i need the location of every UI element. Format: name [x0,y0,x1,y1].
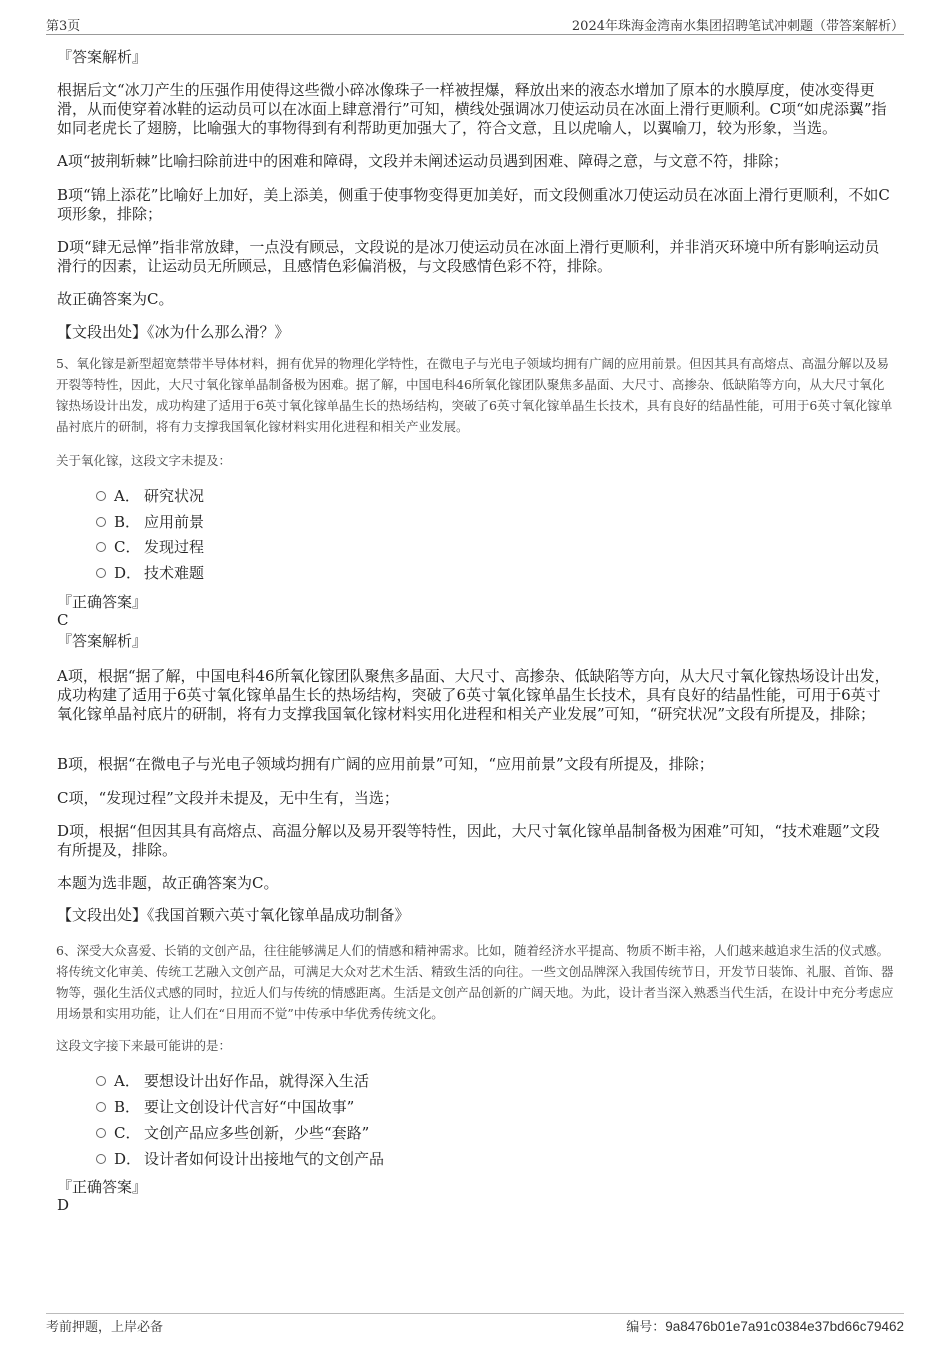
q5-question: 关于氧化镓，这段文字未提及： [56,453,232,468]
q4-analysis-label: 『答案解析』 [57,48,148,66]
q6-option-a[interactable]: A． 要想设计出好作品，就得深入生活 [96,1071,369,1091]
q4-conclusion: 故正确答案为C。 [57,290,174,308]
document-title: 2024年珠海金湾南水集团招聘笔试冲刺题（带答案解析） [571,19,904,34]
q6-option-d[interactable]: D． 设计者如何设计出接地气的文创产品 [96,1149,384,1169]
q5-analysis-a: A项，根据“据了解，中国电科46所氧化镓团队聚焦多晶面、大尺寸、高掺杂、低缺陷等方向，从大尺寸氧化镓热场设计出发，成功构建了适用于6英寸氧化镓单晶生长的热场结构，突破了6英寸氧化镓单晶生长技术，具有良好的结晶性能，可用于6英寸氧化镓单晶衬底片的研制，将有力支撑我国氧化镓材料实用化进程和相关产业发展”可知，“研究状况”文段有所提及，排除； [57,667,890,723]
q6-option-b[interactable]: B． 要让文创设计代言好“中国故事” [96,1097,354,1117]
q4-analysis-paragraph: 根据后文“冰刀产生的压强作用使得这些微小碎冰像珠子一样被捏爆，释放出来的液态水增加了原本的水膜厚度，使冰变得更滑，从而使穿着冰鞋的运动员可以在冰面上肆意滑行”可知，横线处强调冰刀使运动员在冰面上滑行更顺利。C项“如虎添翼”指如同老虎长了翅膀，比喻强大的事物得到有利帮助更加强大了，符合文意，且以虎喻人，以翼喻刀，较为形象，当选。 [57,81,887,137]
footer-slogan: 考前押题，上岸必备 [46,1320,164,1335]
q4-analysis-a: A项“披荆斩棘”比喻扫除前进中的困难和障碍，文段并未阐述运动员遇到困难、障碍之意，与文意不符，排除； [57,152,789,170]
radio-icon[interactable] [96,1076,106,1086]
q6-answer-label: 『正确答案』 [57,1178,148,1196]
q4-source: 【文段出处】《冰为什么那么滑？》 [57,323,290,341]
page-footer [46,1313,904,1336]
radio-icon[interactable] [96,1128,106,1138]
q6-question: 这段文字接下来最可能讲的是： [56,1038,232,1053]
radio-icon[interactable] [96,491,106,501]
q6-option-c[interactable]: C． 文创产品应多些创新，少些“套路” [96,1123,369,1143]
footer-code [626,1316,904,1335]
page-number: 第3页 [46,19,81,34]
q6-answer: D [57,1196,70,1214]
q4-analysis-d: D项“肆无忌惮”指非常放肆，一点没有顾忌，文段说的是冰刀使运动员在冰面上滑行更顺利，并非消灭环境中所有影响运动员滑行的因素，让运动员无所顾忌，且感情色彩偏消极，与文段感情色彩不符，排除。 [57,238,880,275]
q4-analysis-b: B项“锦上添花”比喻好上加好，美上添美，侧重于使事物变得更加美好，而文段侧重冰刀使运动员在冰面上滑行更顺利，不如C项形象，排除； [57,186,890,223]
q5-answer-label: 『正确答案』 [57,593,148,611]
q5-analysis-b: B项，根据“在微电子与光电子领域均拥有广阔的应用前景”可知，“应用前景”文段有所提及，排除； [57,755,714,773]
footer-code-value: 9a8476b01e7a91c0384e37bd66c79462 [665,1319,904,1334]
q5-source: 【文段出处】《我国首颗六英寸氧化镓单晶成功制备》 [57,906,410,924]
q5-answer: C [57,611,69,629]
radio-icon[interactable] [96,568,106,578]
q5-analysis-label: 『答案解析』 [57,632,148,650]
q5-option-b[interactable]: B． 应用前景 [96,512,204,532]
radio-icon[interactable] [96,1102,106,1112]
radio-icon[interactable] [96,517,106,527]
page-header [46,14,904,35]
footer-code-label: 编号： [626,1320,666,1335]
radio-icon[interactable] [96,542,106,552]
q6-passage: 6、深受大众喜爱、长销的文创产品，往往能够满足人们的情感和精神需求。比如，随着经济水平提高、物质不断丰裕，人们越来越追求生活的仪式感。将传统文化审美、传统工艺融入文创产品，可满足大众对艺术生活、精致生活的向往。一些文创品牌深入我国传统节日，开发节日装饰、礼服、首饰、器物等，强化生活仪式感的同时，拉近人们与传统的情感距离。生活是文创产品创新的广阔天地。为此，设计者当深入熟悉当代生活，在设计中充分考虑应用场景和实用功能，让人们在“日用而不觉”中传承中华优秀传统文化。 [56,943,894,1021]
q5-analysis-d: D项，根据“但因其具有高熔点、高温分解以及易开裂等特性，因此，大尺寸氧化镓单晶制备极为困难”可知，“技术难题”文段有所提及，排除。 [57,822,880,859]
q5-passage: 5、氧化镓是新型超宽禁带半导体材料，拥有优异的物理化学特性，在微电子与光电子领域均拥有广阔的应用前景。但因其具有高熔点、高温分解以及易开裂等特性，因此，大尺寸氧化镓单晶制备极为困难。据了解，中国电科46所氧化镓团队聚焦多晶面、大尺寸、高掺杂、低缺陷等方向，从大尺寸氧化镓热场设计出发，成功构建了适用于6英寸氧化镓单晶生长的热场结构，突破了6英寸氧化镓单晶生长技术，具有良好的结晶性能，可用于6英寸氧化镓单晶衬底片的研制，将有力支撑我国氧化镓材料实用化进程和相关产业发展。 [56,356,893,434]
q5-analysis-c: C项，“发现过程”文段并未提及，无中生有，当选； [57,789,399,807]
q5-option-d[interactable]: D． 技术难题 [96,563,204,583]
radio-icon[interactable] [96,1154,106,1164]
q5-option-a[interactable]: A． 研究状况 [96,486,204,506]
q5-conclusion: 本题为选非题，故正确答案为C。 [57,874,279,892]
q5-option-c[interactable]: C． 发现过程 [96,537,204,557]
